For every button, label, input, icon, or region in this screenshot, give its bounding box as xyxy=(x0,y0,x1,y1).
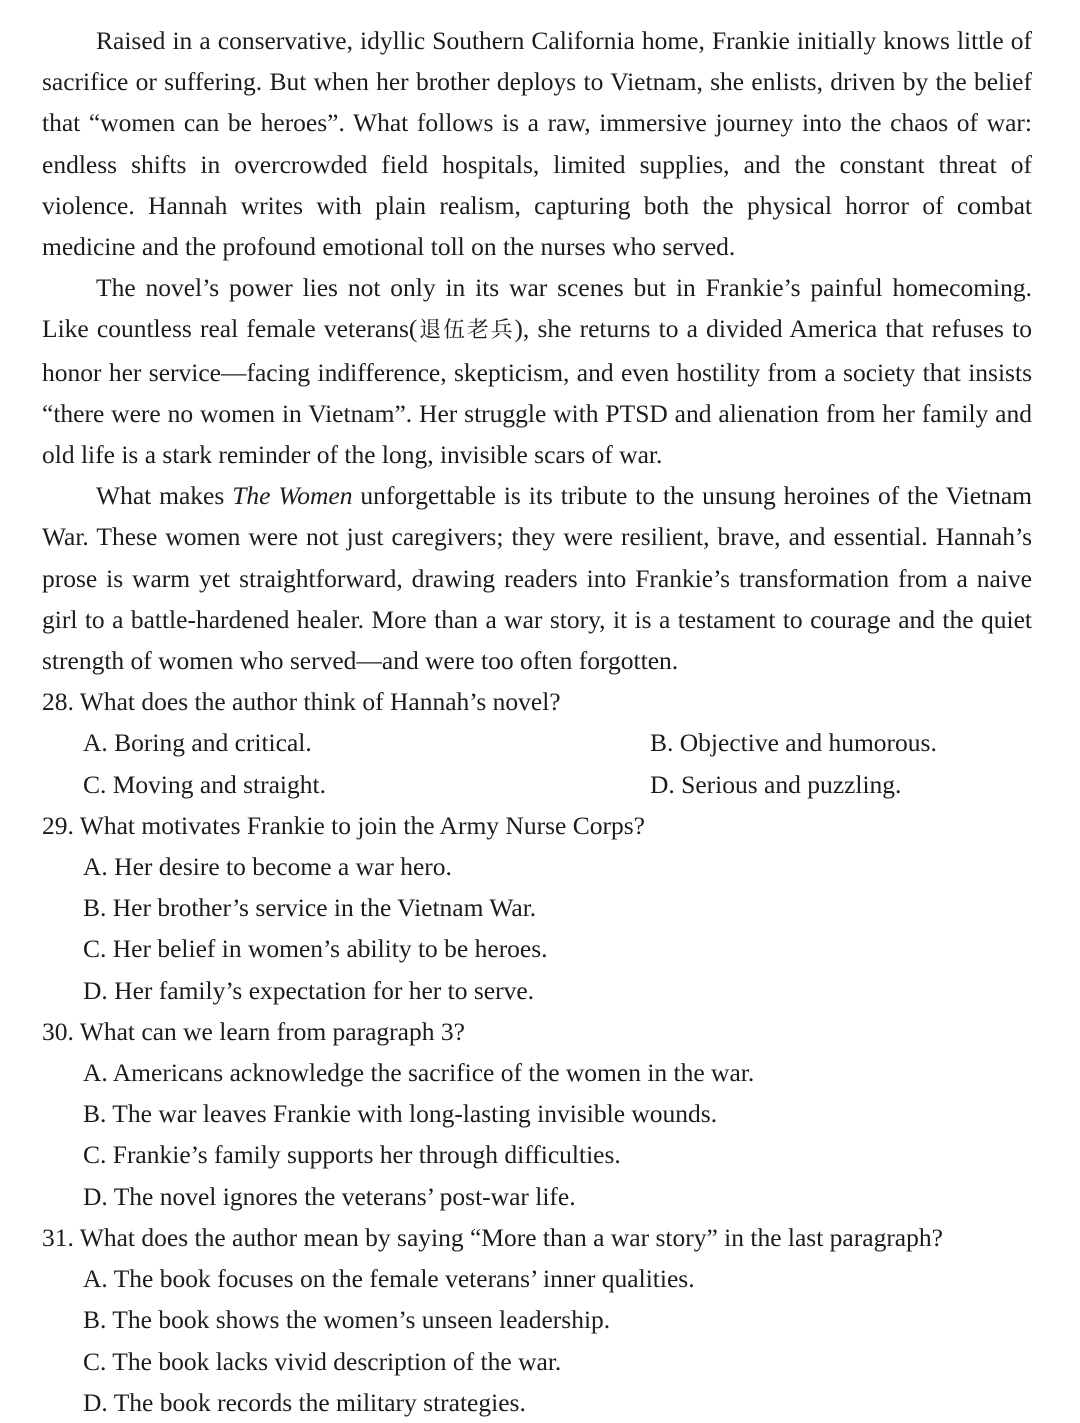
option-c[interactable]: C. Her belief in women’s ability to be heroes. xyxy=(83,934,548,964)
option-d[interactable]: D. The novel ignores the veterans’ post-war life. xyxy=(83,1181,576,1211)
passage-paragraph-3 xyxy=(42,475,1032,681)
option-a[interactable]: A. Americans acknowledge the sacrifice of the women in the war. xyxy=(83,1058,755,1088)
passage-paragraph-2 xyxy=(42,267,1032,475)
question-29 xyxy=(42,805,1032,1011)
option-b[interactable]: B. Her brother’s service in the Vietnam War. xyxy=(83,893,537,923)
question-31 xyxy=(42,1217,1032,1423)
paragraph-3-text-end: unforgettable is its tribute to the unsung heroines of the Vietnam War. These women were not just caregivers; they were resilient, brave, and essential. Hannah’s prose is warm yet straightforward, drawing readers into Frankie’s transformation from a naive girl to a battle-hardened healer. More than a war story, it is a testament to courage and the quiet strength of women who served—and were too often forgotten. xyxy=(42,481,1032,676)
question-stem: 29. What motivates Frankie to join the Army Nurse Corps? xyxy=(42,810,645,840)
option-d[interactable]: D. Serious and puzzling. xyxy=(650,769,902,799)
answer-options xyxy=(42,846,1032,1011)
option-c[interactable]: C. The book lacks vivid description of the war. xyxy=(83,1346,562,1376)
answer-options xyxy=(42,1052,1032,1217)
question-28 xyxy=(42,681,1032,805)
option-a[interactable]: A. Her desire to become a war hero. xyxy=(83,852,452,882)
option-d[interactable]: D. Her family’s expectation for her to serve. xyxy=(83,975,535,1005)
paragraph-3-text-start: What makes xyxy=(96,481,233,511)
book-title: The Women xyxy=(232,481,353,511)
option-b[interactable]: B. Objective and humorous. xyxy=(650,728,937,758)
question-stem: 28. What does the author think of Hannah’s novel? xyxy=(42,687,561,717)
question-stem: 30. What can we learn from paragraph 3? xyxy=(42,1016,465,1046)
option-c[interactable]: C. Moving and straight. xyxy=(83,769,326,799)
answer-options xyxy=(42,722,1032,804)
option-a[interactable]: A. The book focuses on the female veterans’ inner qualities. xyxy=(83,1264,695,1294)
passage-paragraph-1: Raised in a conservative, idyllic Southern California home, Frankie initially knows little of sacrifice or suffering. But when her brother deploys to Vietnam, she enlists, driven by the belief that “women can be heroes”. What follows is a raw, immersive journey into the chaos of war: endless shifts in overcrowded field hospitals, limited supplies, and the constant threat of violence. Hannah writes with plain realism, capturing both the physical horror of combat medicine and the profound emotional toll on the nurses who served. xyxy=(42,26,1032,262)
answer-options xyxy=(42,1258,1032,1423)
question-30 xyxy=(42,1011,1032,1217)
option-c[interactable]: C. Frankie’s family supports her through difficulties. xyxy=(83,1140,621,1170)
option-b[interactable]: B. The book shows the women’s unseen leadership. xyxy=(83,1305,611,1335)
question-stem: 31. What does the author mean by saying “More than a war story” in the last paragraph? xyxy=(42,1222,943,1252)
option-b[interactable]: B. The war leaves Frankie with long-lasting invisible wounds. xyxy=(83,1099,718,1129)
chinese-gloss: 退伍老兵 xyxy=(417,318,515,344)
paragraph-2-text-end: ), she returns to a divided America that refuses to honor her service—facing indifference, skepticism, and even hostility from a society that insists “there were no women in Vietnam”. Her struggle with PTSD and alienation from her family and old life is a stark reminder of the long, invisible scars of war. xyxy=(42,314,1032,470)
option-d[interactable]: D. The book records the military strategies. xyxy=(83,1387,526,1417)
paragraph-2-text-start: The novel’s power lies not only in its war scenes but in Frankie’s painful homecoming. Like countless real female veterans( xyxy=(42,273,1032,344)
option-a[interactable]: A. Boring and critical. xyxy=(83,728,312,758)
